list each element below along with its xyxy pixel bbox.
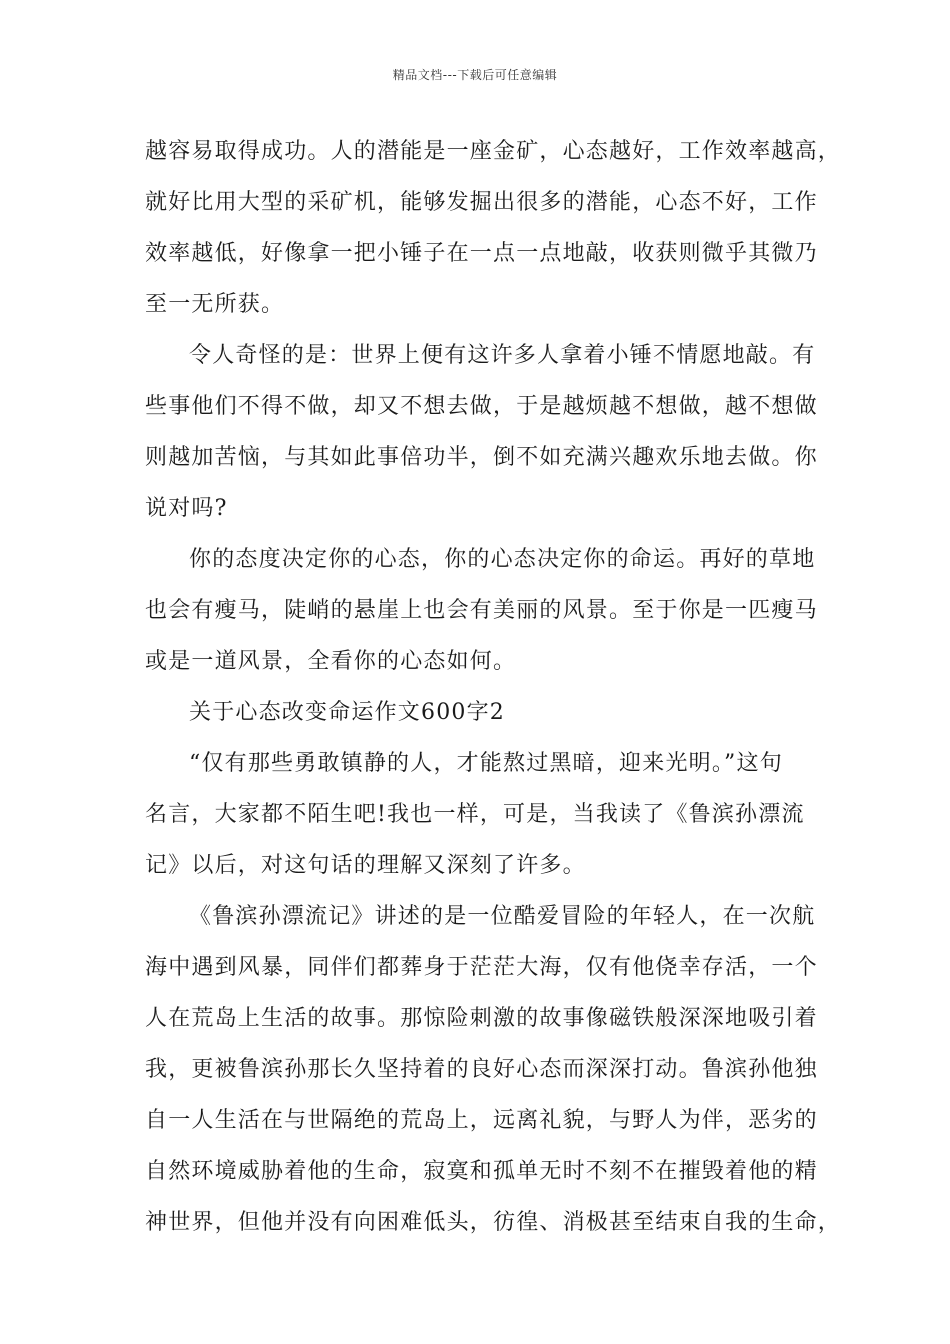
text-line: 说对吗? xyxy=(145,496,228,521)
text-line: 则越加苦恼，与其如此事倍功半，倒不如充满兴趣欢乐地去做。你 xyxy=(145,445,818,470)
text-line: 记》以后，对这句话的理解又深刻了许多。 xyxy=(145,853,586,878)
text-line: 名言，大家都不陌生吧!我也一样，可是，当我读了《鲁滨孙漂流 xyxy=(145,802,805,827)
text-line: 自然环境威胁着他的生命，寂寞和孤单无时不刻不在摧毁着他的精 xyxy=(145,1159,818,1184)
text-line: 就好比用大型的采矿机，能够发掘出很多的潜能，心态不好，工作 xyxy=(145,190,818,215)
text-line: 人在荒岛上生活的故事。那惊险刺激的故事像磁铁般深深地吸引着 xyxy=(145,1006,818,1031)
paragraph-start-line: 《鲁滨孙漂流记》讲述的是一位酷爱冒险的年轻人，在一次航 xyxy=(189,904,816,929)
text-line: 我，更被鲁滨孙那长久坚持着的良好心态而深深打动。鲁滨孙他独 xyxy=(145,1057,818,1082)
text-line: 些事他们不得不做，却又不想去做，于是越烦越不想做，越不想做 xyxy=(145,394,818,419)
text-line: 效率越低，好像拿一把小锤子在一点一点地敲，收获则微乎其微乃 xyxy=(145,241,818,266)
section-heading: 关于心态改变命运作文600字2 xyxy=(189,700,505,725)
paragraph-start-line: 你的态度决定你的心态，你的心态决定你的命运。再好的草地 xyxy=(189,547,816,572)
text-line: 至一无所获。 xyxy=(145,292,285,317)
text-line: 越容易取得成功。人的潜能是一座金矿，心态越好，工作效率越高， xyxy=(145,139,842,164)
text-line: 自一人生活在与世隔绝的荒岛上，远离礼貌，与野人为伴，恶劣的 xyxy=(145,1108,818,1133)
text-line: 也会有瘦马，陡峭的悬崖上也会有美丽的风景。至于你是一匹瘦马 xyxy=(145,598,818,623)
text-line: 神世界，但他并没有向困难低头，彷徨、消极甚至结束自我的生命， xyxy=(145,1210,842,1235)
page-header: 精品文档---下载后可任意编辑 xyxy=(392,68,558,82)
document-body xyxy=(145,126,842,1248)
paragraph-start-line: “仅有那些勇敢镇静的人，才能熬过黑暗，迎来光明。”这句 xyxy=(189,751,783,776)
paragraph-start-line: 令人奇怪的是：世界上便有这许多人拿着小锤不情愿地敲。有 xyxy=(189,343,816,368)
text-line: 或是一道风景，全看你的心态如何。 xyxy=(145,649,517,674)
text-line: 海中遇到风暴，同伴们都葬身于茫茫大海，仅有他侥幸存活，一个 xyxy=(145,955,818,980)
